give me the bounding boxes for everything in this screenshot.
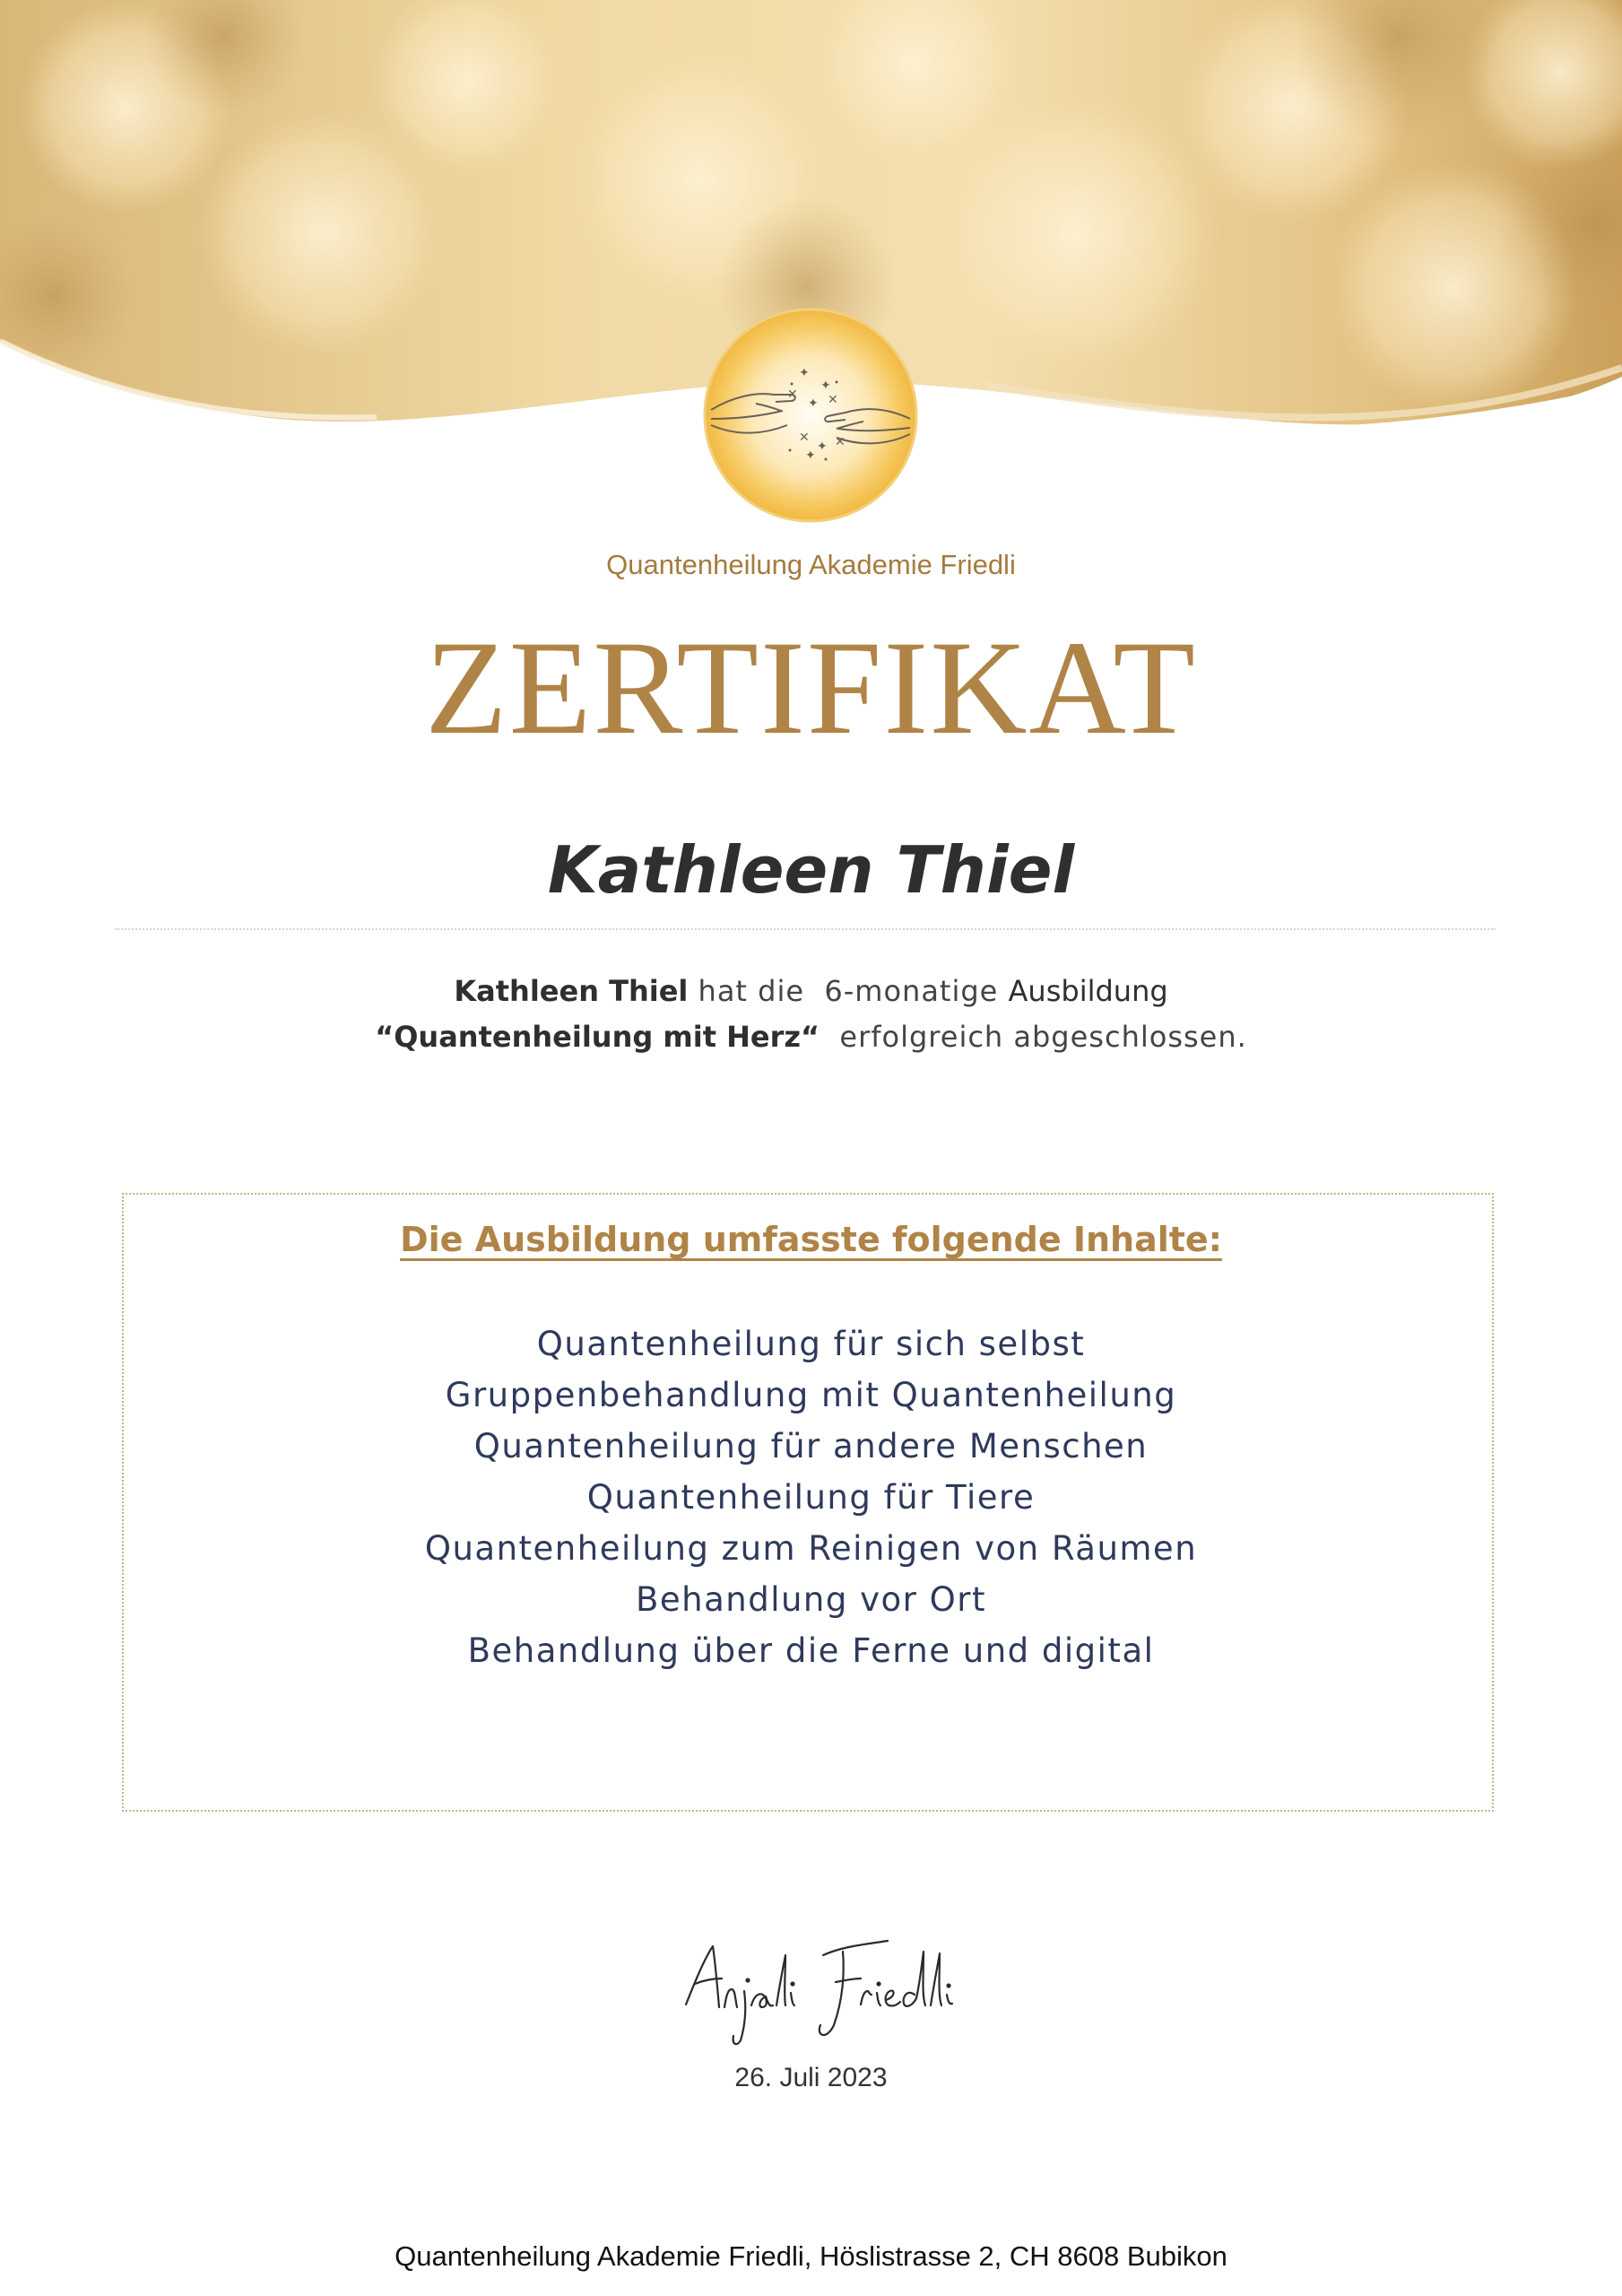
list-item: Quantenheilung für sich selbst — [536, 1325, 1086, 1363]
svg-text:✦: ✦ — [799, 366, 810, 380]
list-item: Quantenheilung zum Reinigen von Räumen — [424, 1529, 1198, 1568]
statement-part1: hat die — [688, 974, 815, 1008]
statement-duration: 6-monatige — [824, 974, 999, 1008]
handwritten-signature — [672, 1919, 977, 2054]
statement-line-1 — [0, 969, 1622, 1014]
statement-course-word: Ausbildung — [1008, 974, 1168, 1008]
footer-address: Quantenheilung Akademie Friedli, Höslistrasse 2, CH 8608 Bubikon — [395, 2240, 1227, 2272]
svg-text:✕: ✕ — [799, 430, 810, 445]
statement-course-name: “Quantenheilung mit Herz“ — [375, 1020, 820, 1054]
course-contents-list — [0, 1318, 1622, 1676]
academy-name: Quantenheilung Akademie Friedli — [606, 549, 1016, 580]
list-item: Behandlung über die Ferne und digital — [467, 1631, 1155, 1670]
svg-text:✦: ✦ — [808, 396, 819, 411]
academy-logo — [702, 307, 919, 524]
statement-line-2 — [0, 1014, 1622, 1060]
certificate-date: 26. Juli 2023 — [734, 2063, 888, 2092]
hands-stars-logo-icon — [702, 307, 919, 524]
course-contents-heading: Die Ausbildung umfasste folgende Inhalte: — [400, 1220, 1222, 1259]
svg-text:✕: ✕ — [787, 387, 798, 402]
svg-text:✦: ✦ — [817, 439, 828, 454]
svg-text:✦: ✦ — [805, 448, 816, 463]
svg-text:✦: ✦ — [820, 378, 831, 393]
statement-name: Kathleen Thiel — [454, 974, 689, 1008]
list-item: Quantenheilung für andere Menschen — [473, 1427, 1149, 1465]
name-underline — [115, 928, 1496, 930]
svg-text:✕: ✕ — [828, 393, 838, 407]
list-item: Quantenheilung für Tiere — [586, 1478, 1036, 1517]
completion-statement — [0, 969, 1622, 1060]
list-item: Gruppenbehandlung mit Quantenheilung — [445, 1376, 1177, 1414]
list-item: Behandlung vor Ort — [636, 1580, 986, 1619]
recipient-name: Kathleen Thiel — [547, 832, 1075, 908]
svg-text:✕: ✕ — [835, 435, 846, 449]
signature — [672, 1919, 977, 2054]
statement-part2: erfolgreich abgeschlossen. — [839, 1020, 1247, 1054]
certificate-title: ZERTIFIKAT — [425, 613, 1197, 762]
